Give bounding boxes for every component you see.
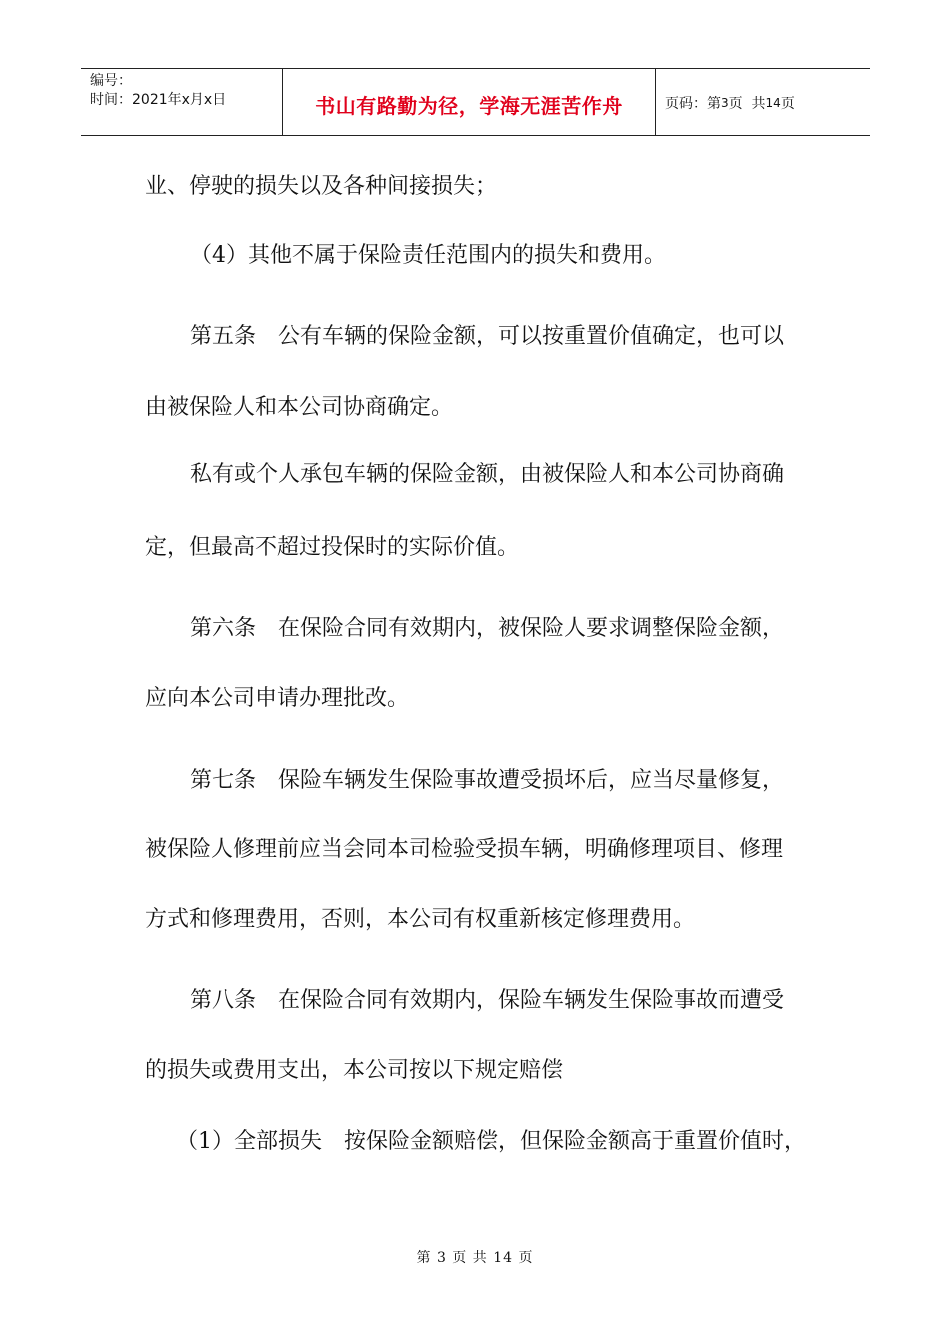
body-line-4: 由被保险人和本公司协商确定。 xyxy=(145,395,454,420)
body-line-12: 第八条 在保险合同有效期内，保险车辆发生保险事故而遭受 xyxy=(190,988,785,1013)
document-code-label: 编号： xyxy=(90,73,132,89)
body-line-7: 第六条 在保险合同有效期内，被保险人要求调整保险金额， xyxy=(190,616,785,641)
header-center-cell xyxy=(282,69,656,135)
body-line-2: （4）其他不属于保险责任范围内的损失和费用。 xyxy=(190,243,666,268)
header-page-indicator xyxy=(656,69,870,135)
body-line-1: 业、停驶的损失以及各种间接损失； xyxy=(145,174,498,199)
header-left-cell xyxy=(81,69,282,135)
page-prefix: 页码：第 xyxy=(665,96,721,112)
page-suffix: 页 xyxy=(780,96,795,112)
body-line-8: 应向本公司申请办理批改。 xyxy=(145,686,410,711)
page-mid: 页 共 xyxy=(728,96,766,112)
page-footer: 第 3 页 共 14 页 xyxy=(416,1250,534,1266)
body-line-5: 私有或个人承包车辆的保险金额，由被保险人和本公司协商确 xyxy=(190,462,785,487)
page-header xyxy=(81,68,870,136)
body-line-14: （1）全部损失 按保险金额赔偿，但保险金额高于重置价值时， xyxy=(176,1129,806,1154)
body-line-3: 第五条 公有车辆的保险金额，可以按重置价值确定，也可以 xyxy=(190,324,785,349)
header-motto: 书山有路勤为径，学海无涯苦作舟 xyxy=(315,93,623,118)
body-line-11: 方式和修理费用，否则，本公司有权重新核定修理费用。 xyxy=(145,907,696,932)
body-line-6: 定，但最高不超过投保时的实际价值。 xyxy=(145,535,520,560)
page-current-number: 3 xyxy=(721,96,729,110)
page-total-number: 14 xyxy=(765,96,781,110)
body-line-10: 被保险人修理前应当会同本司检验受损车辆，明确修理项目、修理 xyxy=(145,837,784,862)
document-date: 时间：2021年x月x日 xyxy=(90,92,227,108)
body-line-9: 第七条 保险车辆发生保险事故遭受损坏后，应当尽量修复， xyxy=(190,768,785,793)
body-line-13: 的损失或费用支出，本公司按以下规定赔偿 xyxy=(145,1058,564,1083)
